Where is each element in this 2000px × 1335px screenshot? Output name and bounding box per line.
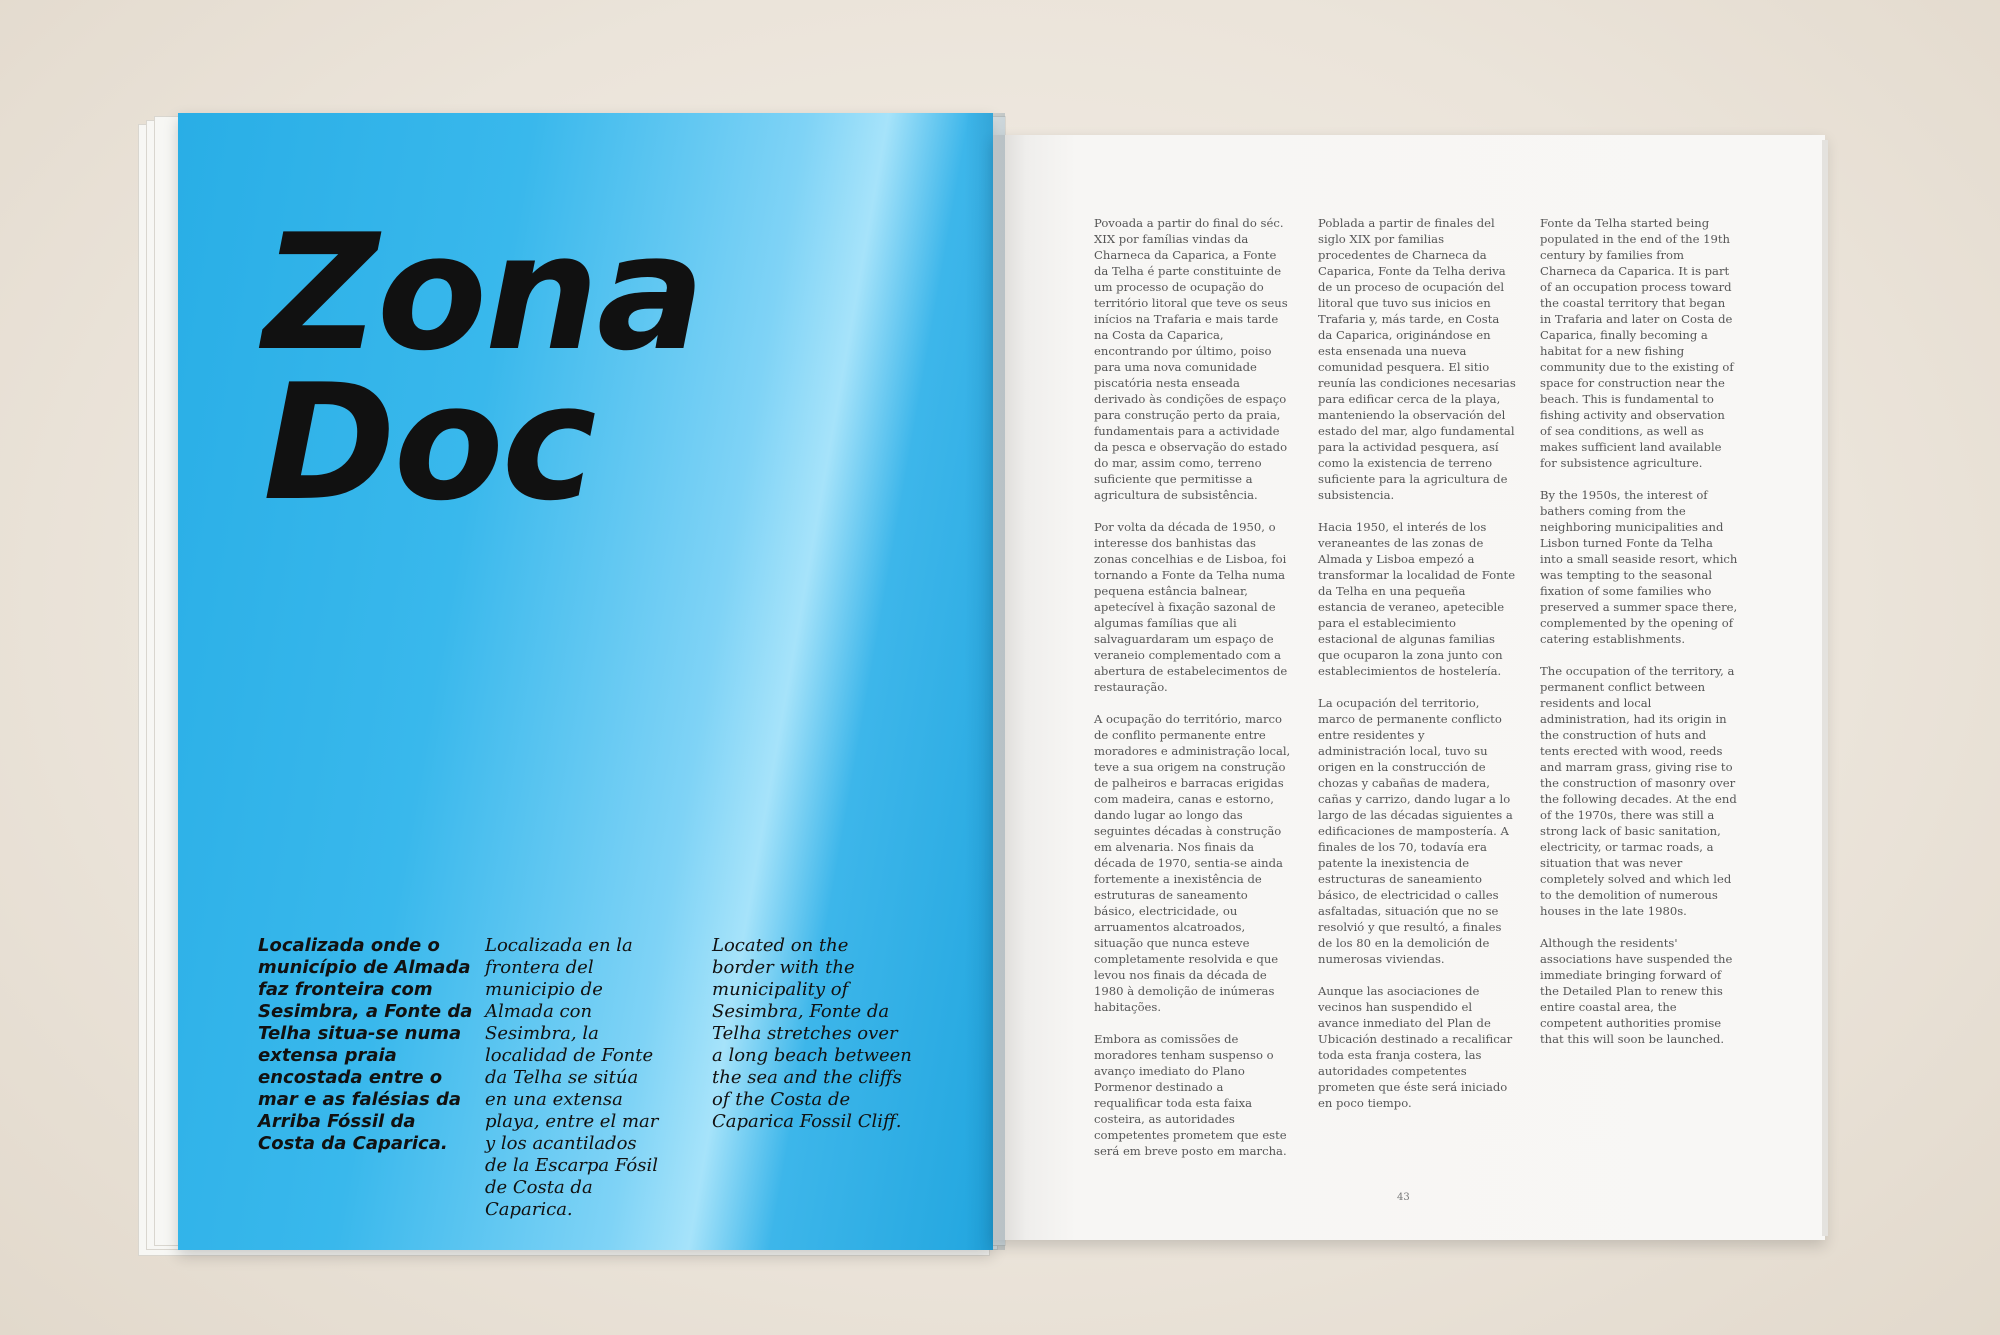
paragraph: La ocupación del territorio, marco de permanente conflicto entre residentes y administración local, tuvo su origen en la construcción de chozas y cabañas de madera, cañas y carrizo, dando lugar a lo largo de las décadas siguientes a edificaciones de mampostería. A finales de los 70, todavía era patente la inexistencia de estructuras de saneamiento básico, de electricidad o calles asfaltadas, situación que no se resolvió y que resultó, a finales de los 80 en la demolición de numerosas viviendas. <box>1318 696 1513 966</box>
text-column-english <box>1540 215 1738 1063</box>
paragraph: Povoada a partir do final do séc. XIX por famílias vindas da Charneca da Caparica, a Fonte da Telha é parte constituinte de um processo de ocupação do território litoral que teve os seus inícios na Trafaria e mais tarde na Costa da Caparica, encontrando por último, poiso para uma nova comunidade piscatória nesta enseada derivado às condições de espaço para construção perto da praia, fundamentais para a actividade da pesca e observação do estado do mar, assim como, terreno suficiente que permitisse a agricultura de subsistência. <box>1094 216 1288 502</box>
paragraph: Embora as comissões de moradores tenham suspenso o avanço imediato do Plano Pormenor destinado a requalificar toda esta faixa costeira, as autoridades competentes prometem que este será em breve posto em marcha. <box>1094 1032 1287 1158</box>
paragraph: A ocupação do território, marco de conflito permanente entre moradores e administração local, teve a sua origem na construção de palheiros e barracas erigidas com madeira, canas e estorno, dando lugar ao longo das seguintes décadas à construção em alvenaria. Nos finais da década de 1970, sentia-se ainda fortemente a inexistência de estruturas de saneamento básico, electricidade, ou arruamentos alcatroados, situação que nunca esteve completamente resolvida e que levou nos finais da década de 1980 à demolição de inúmeras habitações. <box>1094 712 1291 1014</box>
paragraph: Fonte da Telha started being populated in the end of the 19th century by families from Charneca da Caparica. It is part of an occupation process toward the coastal territory that began in Trafaria and later on Costa de Caparica, finally becoming a habitat for a new fishing community due to the existing of space for construction near the beach. This is fundamental to fishing activity and observation of sea conditions, as well as makes sufficient land available for subsistence agriculture. <box>1540 216 1734 470</box>
paragraph: Poblada a partir de finales del siglo XIX por familias procedentes de Charneca da Caparica, Fonte da Telha deriva de un proceso de ocupación del litoral que tuvo sus inicios en Trafaria y, más tarde, en Costa da Caparica, originándose en esta ensenada una nueva comunidad pesquera. El sitio reunía las condiciones necesarias para edificar cerca de la playa, manteniendo la observación del estado del mar, algo fundamental para la actividad pesquera, así como la existencia de terreno suficiente para la agricultura de subsistencia. <box>1318 216 1516 502</box>
paragraph: Hacia 1950, el interés de los veraneantes de las zonas de Almada y Lisboa empezó a transformar la localidad de Fonte da Telha en una pequeña estancia de veraneo, apetecible para el establecimiento estacional de algunas familias que ocuparon la zona junto con establecimientos de hostelería. <box>1318 520 1516 678</box>
paragraph: By the 1950s, the interest of bathers coming from the neighboring municipalities and Lisbon turned Fonte da Telha into a small seaside resort, which was tempting to the seasonal fixation of some families who preserved a summer space there, complemented by the opening of catering establishments. <box>1540 488 1738 646</box>
paragraph: Por volta da década de 1950, o interesse dos banhistas das zonas concelhias e de Lisboa, foi tornando a Fonte da Telha numa pequena estância balnear, apetecível à fixação sazonal de algumas famílias que ali salvaguardaram um espaço de veraneio complementado com a abertura de estabelecimentos de restauração. <box>1094 520 1288 694</box>
paragraph: Although the residents' associations have suspended the immediate bringing forward of the Detailed Plan to renew this entire coastal area, the competent authorities promise that this will soon be launched. <box>1540 936 1733 1046</box>
title-line: Zona <box>263 199 703 386</box>
intro-portuguese: Localizada onde o município de Almada faz fronteira com Sesimbra, a Fonte da Telha situa-se numa extensa praia encostada entre o mar e as falésias da Arriba Fóssil da Costa da Caparica. <box>258 935 473 1154</box>
text-column-spanish <box>1318 215 1516 1127</box>
gutter-shadow <box>965 113 1005 1250</box>
paragraph: Aunque las asociaciones de vecinos han suspendido el avance inmediato del Plan de Ubicación destinado a recalificar toda esta franja costera, las autoridades competentes prometen que éste será iniciado en poco tiempo. <box>1318 984 1513 1110</box>
intro-english: Located on the border with the municipality of Sesimbra, Fonte da Telha stretches over a long beach between the sea and the cliffs of the Costa de Caparica Fossil Cliff. <box>712 935 912 1132</box>
title-line: Doc <box>263 349 595 536</box>
page-edge <box>1822 140 1828 1236</box>
page-title <box>263 199 703 536</box>
text-column-portuguese <box>1094 215 1292 1175</box>
paragraph: The occupation of the territory, a permanent conflict between residents and local administration, had its origin in the construction of huts and tents erected with wood, reeds and marram grass, giving rise to the construction of masonry over the following decades. At the end of the 1970s, there was still a strong lack of basic sanitation, electricity, or tarmac roads, a situation that was never completely solved and which led to the demolition of numerous houses in the late 1980s. <box>1540 664 1737 918</box>
page-number: 43 <box>1397 1192 1410 1203</box>
intro-spanish: Localizada en la frontera del municipio de Almada con Sesimbra, la localidad de Fonte da Telha se sitúa en una extensa playa, entre el mar y los acantilados de la Escarpa Fósil de Costa da Caparica. <box>485 935 659 1220</box>
